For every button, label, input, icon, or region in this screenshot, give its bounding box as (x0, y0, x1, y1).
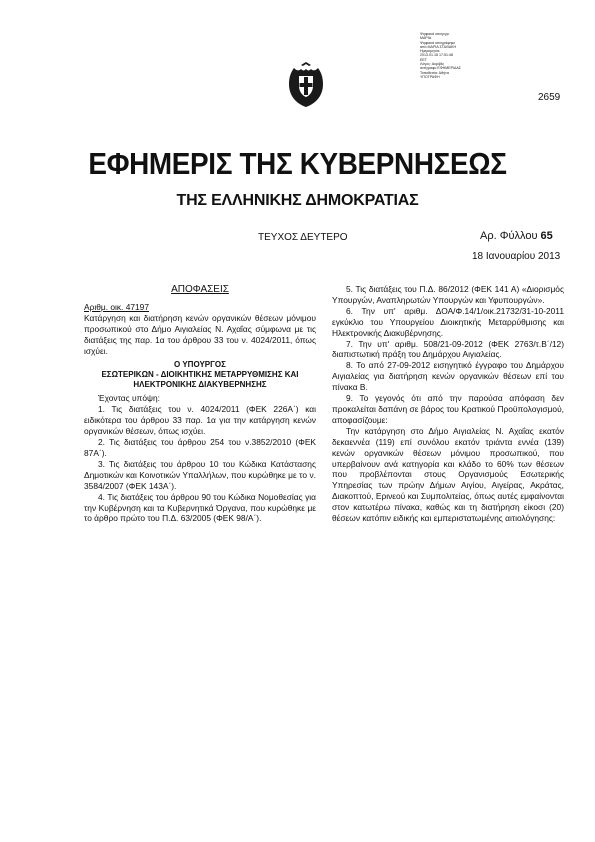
list-item: 9. Το γεγονός ότι από την παρούσα απόφαση δεν προκαλείται δαπάνη σε βάρος του Κρατικού Προϋπολογισμού, αποφασίζουμε: (332, 393, 564, 425)
list-item: 7. Την υπ' αριθμ. 508/21-09-2012 (ΦΕΚ 2763/τ.Β΄/12) διαπιστωτική πράξη του Δημάρχου Αιγιαλείας. (332, 338, 564, 360)
page-number: 2659 (538, 92, 561, 103)
having-considered: Έχοντας υπόψη: (98, 393, 160, 404)
list-item: 6. Την υπ' αριθμ. ΔΟΑ/Φ.14/1/οικ.21732/31-10-2011 εγκύκλιο του Υπουργείου Διοικητικής Μεταρρύθμισης και Ηλεκτρονικής Διακυβέρνησης. (332, 305, 564, 338)
list-item: 8. Το από 27-09-2012 εισηγητικό έγγραφο του Δημάρχου Αιγιαλείας για διατήρηση κενών οργανικών θέσεων επί του πίνακα Β. (332, 360, 564, 393)
note-line: Τοποθεσία: Αθήνα (420, 70, 449, 75)
list-item: 1. Τις διατάξεις του ν. 4024/2011 (ΦΕΚ 226Α΄) και ειδικότερα του άρθρου 33 παρ. 1α για την κατάργηση κενών οργανικών θέσεων, όπως ισχύει. (84, 404, 316, 437)
masthead-subtitle: ΤΗΣ ΕΛΛΗΝΙΚΗΣ ΔΗΜΟΚΡΑΤΙΑΣ (176, 192, 419, 209)
list-item: 3. Τις διατάξεις του άρθρου 10 του Κώδικα Κατάστασης Δημοτικών και Κοινοτικών Υπαλλήλων, που κυρώθηκε με το ν. 3584/2007 (ΦΕΚ 143Α΄). (84, 458, 316, 491)
note-line: Ψηφιακά υπογράφηκε (420, 40, 456, 45)
note-line: από ΜΑΡΙΑ ΣΤΑΘΑΚΗ (420, 44, 457, 49)
ministry-heading-1: Ο ΥΠΟΥΡΓΟΣ (174, 360, 226, 370)
issue-date: 18 Ιανουαρίου 2013 (472, 251, 561, 262)
decision-body: Την κατάργηση στο Δήμο Αιγιαλείας Ν. Αχαΐας εκατόν δεκαεννέα (119) επί συνόλου εκατόν τριάντα εννέα (139) κενών οργανικών θέσεων μόνιμου προσωπικού, που υπερβαίνουν ανά κατηγορία και κλάδο το 60% των θέσεων που προβλέπονται στους Οργανισμούς Εσωτερικής Υπηρεσίας των πρώην Δήμων Αιγίου, Αιγείρας, Ακράτας, Διακοπτού, Ερινεού και Συμπολιτείας, όπως αυτές εμφαίνονται στον κατωτέρω πίνακα, καθώς και τη διατήρηση είκοσι (20) θέσεων κατόπιν ειδικής και εμπεριστατωμένης αιτιολόγησης: (332, 425, 564, 524)
list-item: 5. Τις διατάξεις του Π.Δ. 86/2012 (ΦΕΚ 141 Α) «Διορισμός Υπουργών, Αναπληρωτών Υπουργών και Υφυπουργών». (332, 284, 564, 305)
note-line: ΥΠΟΓΡΑΦΗ (420, 74, 440, 79)
note-line: EET (420, 57, 427, 62)
list-item: 4. Τις διατάξεις του άρθρου 90 του Κώδικα Νομοθεσίας για την Κυβέρνηση και τα Κυβερνητικά Όργανα, που κυρώθηκε με το άρθρο πρώτο του Π.Δ. 63/2005 (ΦΕΚ 98/Α΄). (84, 491, 316, 524)
left-column (84, 285, 316, 524)
ministry-heading-2: ΕΣΩΤΕΡΙΚΩΝ - ΔΙΟΙΚΗΤΙΚΗΣ ΜΕΤΑΡΡΥΘΜΙΣΗΣ ΚΑΙ ΗΛΕΚΤΡΟΝΙΚΗΣ ΔΙΑΚΥΒΕΡΝΗΣΗΣ (101, 370, 299, 390)
note-line: Ημερομηνία: (420, 49, 441, 54)
note-line: Λόγος: Ακριβές (420, 62, 445, 67)
note-line: Ψηφιακά υπογεγρ. (420, 32, 450, 36)
issue-number (480, 230, 553, 242)
decision-title: Κατάργηση και διατήρηση κενών οργανικών θέσεων μόνιμου προσωπικού στο Δήμο Αιγιαλείας Ν. Αχαΐας σύμφωνα με τις διατάξεις της παρ. 1α του άρθρου 33 του ν. 4024/2011, όπως ισχύει. (84, 312, 316, 356)
note-line: 2013.01.18 17:51:48 (420, 53, 453, 58)
note-line: αντίγραφο ΕΦΗΜΕΡΙΔΑΣ (420, 66, 462, 71)
decision-number: Αριθμ. οικ. 47197 (84, 301, 149, 312)
list-item: 2. Τις διατάξεις του άρθρου 254 του ν.3852/2010 (ΦΕΚ 87Α΄). (84, 437, 316, 458)
issue-number-value: 65 (540, 230, 553, 242)
masthead-title: ΕΦΗΜΕΡΙΣ ΤΗΣ ΚΥΒΕΡΝΗΣΕΩΣ (88, 146, 507, 181)
note-line: ΜΑΡΙΑ (420, 36, 432, 41)
greek-coat-of-arms-icon (285, 62, 327, 108)
digital-signature-note (420, 32, 480, 79)
section-title: ΑΠΟΦΑΣΕΙΣ (171, 284, 229, 295)
right-column (332, 284, 564, 524)
issue-type: ΤΕΥΧΟΣ ΔΕΥΤΕΡΟ (258, 232, 348, 243)
issue-label: Αρ. Φύλλου (480, 230, 538, 242)
